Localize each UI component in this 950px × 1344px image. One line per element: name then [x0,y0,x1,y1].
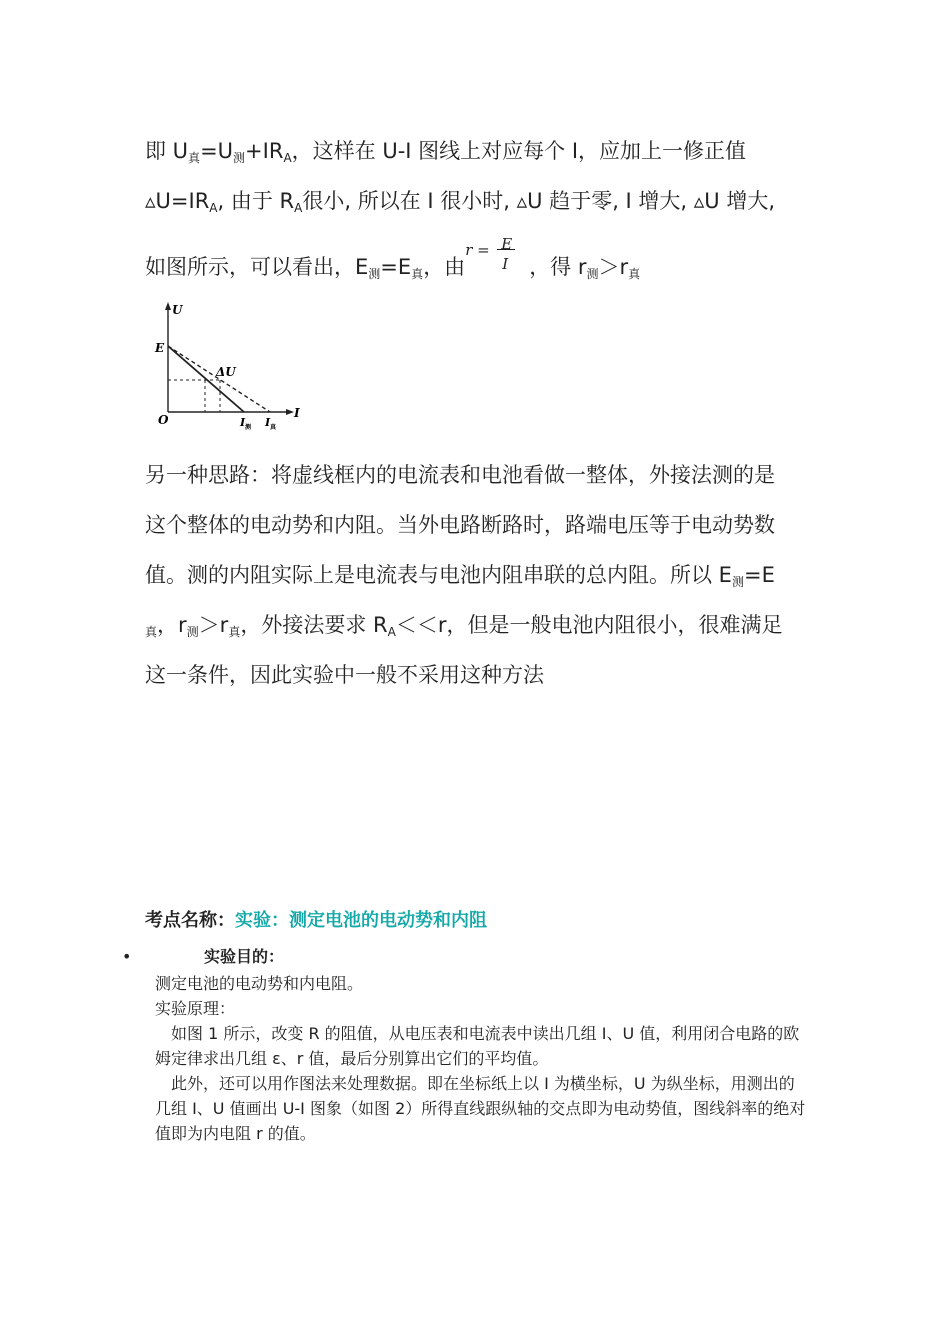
true-line [168,346,270,412]
y-axis-arrow [165,302,171,310]
para2-line5: 这一条件，因此实验中一般不采用这种方法 [145,663,544,687]
section-line: 如图 1 所示，改变 R 的阻值，从电压表和电流表中读出几组 I、U 值，利用闭合电路的欧 [155,1024,800,1043]
x-axis-arrow [286,409,294,415]
para2-line3: 值。测的内阻实际上是电流表与电池内阻串联的总内阻。所以 $E_测=E$ [145,563,775,589]
bullet-dot: • [122,947,132,966]
purpose-title: 实验目的： [204,947,285,966]
section-line: 姆定律求出几组 ε、r 值，最后分别算出它们的平均值。 [155,1049,549,1068]
para2-line4: $_真$，$r_测>r_真$，外接法要求 $R_A<<r$，但是一般电池内阻很小，很难满足 [145,613,783,639]
section-line: 值即为内电阻 r 的值。 [155,1124,316,1143]
i-true-sub: 真 [270,424,277,431]
purpose-bullet [122,946,284,968]
section-heading [145,907,487,935]
y-axis-label: U [172,303,183,317]
i-measured-sub: 测 [245,424,252,431]
para1-line1: 即 $U_真=U_测+IR_A$，这样在 U-I 图线上对应每个 I，应加上一修正值 [145,139,747,165]
i-true-label: I [265,416,271,429]
x-axis-label: I [294,406,300,420]
delta-u-label: ΔU [216,365,236,379]
section-line: 几组 I、U 值画出 U-I 图象（如图 2）所得直线跟纵轴的交点即为电动势值，图线斜率的绝对 [155,1099,806,1118]
section-line: 此外，还可以用作图法来处理数据。即在坐标纸上以 I 为横坐标，U 为纵坐标，用测出的 [155,1074,795,1093]
para1-line3: 如图所示，可以看出，$E_测=E_真$，由 r = E I ，得 $r_测>r_真$ [145,235,641,281]
e-label: E [155,341,165,355]
heading-topic: 实验：测定电池的电动势和内阻 [235,910,487,931]
u-i-graph-figure [152,298,300,433]
formula-r-equals-e-over-i: r = E I [465,253,529,283]
section-line: 测定电池的电动势和内电阻。 [155,974,364,993]
origin-label: O [158,413,169,427]
para2-line1: 另一种思路：将虚线框内的电流表和电池看做一整体，外接法测的是 [145,463,775,487]
measured-line [168,346,244,412]
section-line: 实验原理： [155,999,236,1018]
i-measured-label: I [240,416,246,429]
para2-line2: 这个整体的电动势和内阻。当外电路断路时，路端电压等于电动势数 [145,513,775,537]
heading-label: 考点名称： [145,910,235,931]
para1-line2: $▵U=IR_A$, 由于 $R_A$很小, 所以在 I 很小时, ▵U 趋于零, I 增大, ▵U 增大, [145,189,776,215]
